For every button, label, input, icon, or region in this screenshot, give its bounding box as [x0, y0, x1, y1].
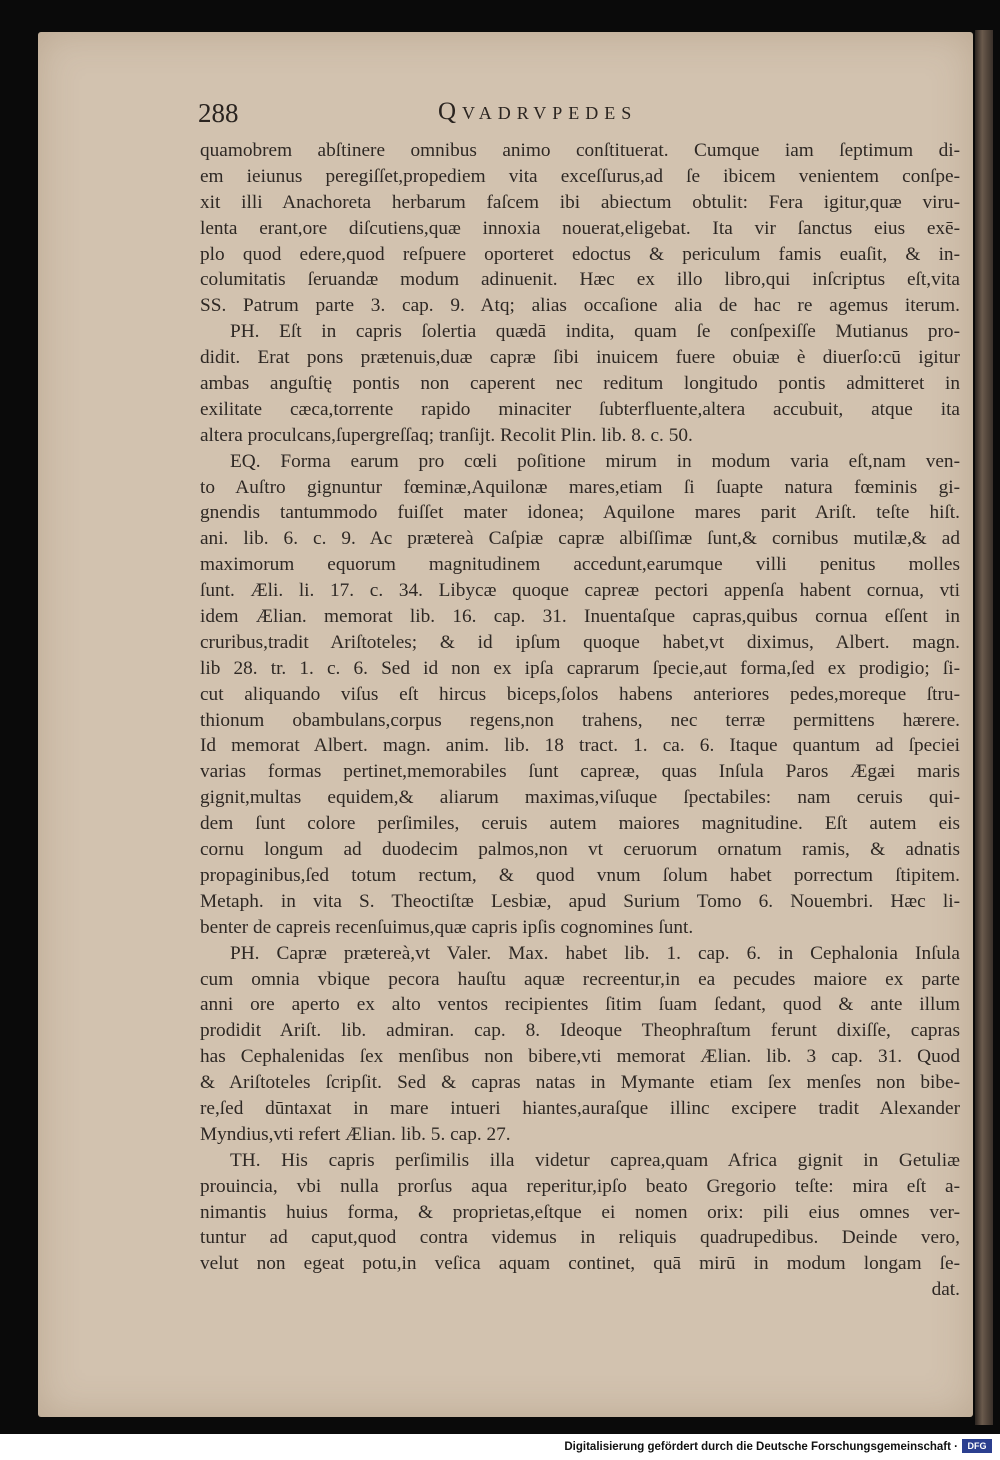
text-line: gignit,multas equidem,& aliarum maximas,viſuque ſpectabiles: nam ceruis qui-	[200, 787, 960, 809]
text-line: cut aliquando viſus eſt hircus biceps,ſolos habens anteriores pedes,moreque ſtru-	[200, 683, 960, 705]
text-line: to Auſtro gignuntur fœminæ,Aquilonæ mares,etiam ſi ſuapte natura fœminis gi-	[200, 476, 960, 498]
text-line: cruribus,tradit Ariſtoteles; & id ipſum quoque habet,vt diximus, Albert. magn.	[200, 631, 960, 653]
text-line: ſunt. Æli. li. 17. c. 34. Libycæ quoque capreæ pectori appenſa habent cornua, vti	[200, 580, 960, 602]
catchword-line: dat.	[931, 1279, 960, 1301]
funding-credit: Digitalisierung gefördert durch die Deutsche Forschungsgemeinschaft ·	[564, 1441, 958, 1453]
paragraph-start-line: PH. Capræ prætereà,vt Valer. Max. habet lib. 1. cap. 6. in Cephalonia Inſula	[230, 942, 960, 964]
text-line: em ieiunus peregiſſet,propediem vita exceſſurus,ad ſe ibicem venientem conſpe-	[200, 165, 960, 187]
text-line: has Cephalenidas ſex menſibus non bibere,vti memorat Ælian. lib. 3 cap. 31. Quod	[200, 1046, 960, 1068]
text-line: Id memorat Albert. magn. anim. lib. 18 tract. 1. ca. 6. Itaque quantum ad ſpeciei	[200, 735, 960, 757]
text-line: cornu longum ad duodecim palmos,non vt ceruorum ornatum ramis, & adnatis	[200, 839, 960, 861]
text-line: nimantis huius forma, & proprietas,eſtque ei nomen orix: pili eius omnes ver-	[200, 1201, 960, 1223]
body-text	[200, 138, 960, 1303]
text-line: didit. Erat pons prætenuis,duæ capræ ſibi inuicem fuere obuiæ è diuerſo:cū igitur	[200, 347, 960, 369]
text-line: tuntur ad caput,quod contra videmus in reliquis quadrupedibus. Deinde vero,	[200, 1227, 960, 1249]
text-line: plo quod edere,quod reſpuere oporteret edoctus & periculum famis euaſit, & in-	[200, 243, 960, 265]
text-line: columitatis ſeruandæ modum adinuenit. Hæc ex illo libro,qui inſcriptus eſt,vita	[200, 269, 960, 291]
text-line: exilitate cæca,torrente rapido minaciter ſubterfluente,altera accubuit, atque ita	[200, 398, 960, 420]
text-line: gnendis tantummodo fuiſſet mater idonea; Aquilone mares parit Ariſt. teſte hiſt.	[200, 502, 960, 524]
paragraph-start-line: TH. His capris perſimilis illa videtur caprea,quam Africa gignit in Getuliæ	[230, 1149, 960, 1171]
page-number: 288	[198, 98, 239, 128]
text-line: propaginibus,ſed totum rectum, & quod vnum ſolum habet porrectum ſtipitem.	[200, 864, 960, 886]
paragraph-end-line: benter de capreis recenſuimus,quæ capris ipſis cognomines ſunt.	[200, 916, 694, 938]
page-edge	[975, 30, 993, 1425]
text-line: prouincia, vbi nulla prorſus aqua reperitur,ipſo beato Gregorio teſte: mira eſt a-	[200, 1175, 960, 1197]
footer-bar	[0, 1434, 1000, 1460]
paragraph-start-line: EQ. Forma earum pro cœli poſitione mirum in modum varia eſt,nam ven-	[230, 450, 960, 472]
text-line: & Ariſtoteles ſcripſit. Sed & capras natas in Mymante etiam ſex menſes non bibe-	[200, 1072, 960, 1094]
text-line: thionum obambulans,corpus regens,non trahens, nec terræ permittens hærere.	[200, 709, 960, 731]
text-line: anni ore aperto ex alto ventos recipientes ſitim ſuam ſedant, quod & ante illum	[200, 994, 960, 1016]
text-line: ani. lib. 6. c. 9. Ac prætereà Caſpiæ capræ albiſſimæ ſunt,& cornibus mutilæ,& ad	[200, 528, 960, 550]
text-line: maximorum equorum magnitudinem accedunt,earumque villi penitus molles	[200, 554, 960, 576]
text-line: re,ſed dūntaxat in mare intueri hiantes,auraſque illinc excipere tradit Alexander	[200, 1097, 960, 1119]
page-header	[198, 98, 758, 138]
text-line: SS. Patrum parte 3. cap. 9. Atq; alias occaſione alia de hac re agemus iterum.	[200, 295, 960, 317]
paragraph-end-line: Myndius,vti refert Ælian. lib. 5. cap. 27.	[200, 1123, 511, 1145]
text-line: ambas anguſtię pontis non caperent nec reditum longitudo pontis admitteret in	[200, 373, 960, 395]
text-line: lib 28. tr. 1. c. 6. Sed id non ex ipſa caprarum ſpecie,aut forma,ſed ex prodigio; ſi-	[200, 657, 960, 679]
text-line: dem ſunt colore perſimiles, ceruis autem maiores magnitudine. Eſt autem eis	[200, 813, 960, 835]
running-head: Qvadrvpedes	[438, 98, 638, 125]
dfg-logo-icon: DFG	[962, 1439, 992, 1453]
paragraph-end-line: altera proculcans,ſupergreſſaq; tranſijt. Recolit Plin. lib. 8. c. 50.	[200, 424, 693, 446]
text-line: varias formas pertinet,memorabiles ſunt capreæ, quas Inſula Paros Ægæi maris	[200, 761, 960, 783]
text-line: xit illi Anachoreta herbarum faſcem ibi abiectum obtulit: Fera igitur,quæ viru-	[200, 191, 960, 213]
text-line: velut non egeat potu,in veſica aquam continet, quā mirū in modum longam ſe-	[200, 1253, 960, 1275]
text-line: lenta erant,ore diſcutiens,quæ innoxia nouerat,eligebat. Ita vir ſanctus eius exē-	[200, 217, 960, 239]
text-line: idem Ælian. memorat lib. 16. cap. 31. Inuentaſque capras,quibus cornua eſſent in	[200, 606, 960, 628]
text-line: quamobrem abſtinere omnibus animo conſtituerat. Cumque iam ſeptimum di-	[200, 140, 960, 161]
paragraph-start-line: PH. Eſt in capris ſolertia quædā indita, quam ſe conſpexiſſe Mutianus pro-	[230, 321, 960, 343]
text-line: Metaph. in vita S. Theoctiſtæ Lesbiæ, apud Surium Tomo 6. Nouembri. Hæc li-	[200, 890, 960, 912]
text-line: prodidit Ariſt. lib. admiran. cap. 8. Ideoque Theophraſtum ferunt dixiſſe, capras	[200, 1020, 960, 1042]
text-line: cum omnia vbique pecora hauſtu aquæ recreentur,in ea pecudes maiore ex parte	[200, 968, 960, 990]
